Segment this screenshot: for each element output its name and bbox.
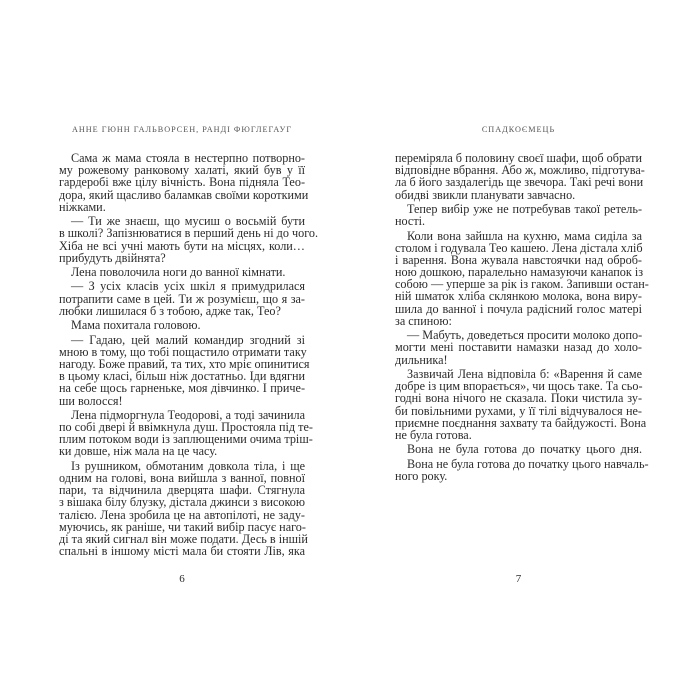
text-line: добре із цим впорається», чи щось таке. Та сьо-	[395, 379, 643, 394]
text-line: годні вона нічого не сказала. Поки чистила зу-	[395, 391, 642, 406]
text-line: шила до ванної і почула радісний голос матері	[395, 301, 642, 316]
text-line: талією. Лена зробила це на автопілоті, не заду-	[59, 507, 305, 522]
text-line: одним на голові, вона вийшла з ванної, повної	[59, 471, 305, 485]
text-line: пари, та відчинила дверцята шафи. Стягнула	[59, 483, 305, 498]
paragraph	[395, 443, 642, 455]
text-line: ді та який сигнал він може подати. Десь в іншій	[59, 531, 308, 546]
right-page	[350, 0, 700, 700]
paragraph	[59, 266, 305, 278]
text-line: на себе щось гарненьке, моя дівчинко. І приче-	[59, 381, 305, 396]
text-line: — Ти же знаєш, що мусиш о восьмій бути	[71, 214, 305, 229]
text-line: собою — уперше за рік із гаком. Запивши остан-	[395, 277, 649, 292]
page-number: 7	[515, 573, 522, 585]
text-line: обидві звикли планувати завчасно.	[395, 187, 576, 202]
text-line: дильника!	[395, 352, 448, 367]
text-line: би повільними рухами, у її тілі відчувалося не-	[395, 403, 642, 418]
text-line: спальні в іншому місті мала би стояти Лів, яка	[59, 544, 305, 559]
text-line: потрапити саме в цей. Ти ж розумієш, що я за-	[59, 291, 305, 306]
text-line: могти мені поставити намазки назад до холо-	[395, 340, 642, 355]
text-line: Мама похитала головою.	[71, 318, 201, 333]
text-line: нагоду. Боже правий, та тих, хто мріє опинитися	[59, 356, 310, 371]
text-line: переміряла б половину своєї шафи, щоб обрати	[395, 151, 642, 165]
running-header-title: СПАДКОЄМЕЦЬ	[481, 125, 556, 134]
text-line: приємне поєднання захвату та байдужості. Вона	[395, 415, 647, 430]
text-line: плим потоком води із заплющеними очима тріш-	[59, 432, 313, 447]
text-line: Сама ж мама стояла в нестерпно потворно-	[71, 151, 305, 165]
text-line: Коли вона зайшла на кухню, мама сиділа за	[407, 228, 642, 243]
paragraph	[395, 151, 645, 202]
paragraph	[59, 151, 309, 214]
paragraph	[59, 214, 319, 265]
text-line: ності.	[395, 214, 426, 229]
text-line: ній шматок хліба склянкою молока, вона виру-	[395, 289, 642, 304]
text-line: — Гадаю, цей малий командир згодний зі	[71, 332, 305, 347]
text-line: — З усіх класів усіх шкіл я примудрилася	[71, 279, 305, 294]
text-line: прибудуть двійнята?	[59, 250, 166, 265]
text-line: Лена поволочила ноги до ванної кімнати.	[71, 265, 286, 280]
text-line: Вона не була готова до початку цього дня.	[407, 442, 642, 457]
page-number: 6	[179, 573, 185, 585]
paragraph	[59, 280, 305, 317]
text-line: з вішака білу блузку, дістала джинси з високою	[59, 495, 305, 510]
text-line: ного року.	[395, 468, 448, 483]
text-line: муючись, як раніше, чи такий вибір пасує наго-	[59, 519, 306, 534]
paragraph	[59, 332, 310, 408]
text-line: Із рушником, обмотаним довкола тіла, і ще	[71, 458, 305, 473]
text-line: ніжками.	[59, 199, 106, 214]
text-line: ла б його заздалегідь ще звечора. Такі речі вони	[395, 175, 644, 190]
paragraph	[59, 407, 313, 459]
text-line: в цьому класі, більш ніж достатньо. Іди вдягни	[59, 369, 305, 384]
paragraph	[59, 458, 308, 559]
text-line: Хіба не всі учні мають бути на місцях, коли…	[59, 238, 305, 253]
text-line: Тепер вибір уже не потребував такої ретель-	[407, 201, 642, 216]
text-line: Вона не була готова до початку цього навчаль-	[407, 456, 649, 471]
paragraph	[395, 366, 647, 442]
text-line: за спиною:	[395, 313, 452, 328]
page-body	[59, 151, 319, 560]
paragraph	[395, 228, 649, 328]
text-line: му рожевому ранковому халаті, який був у її	[59, 163, 305, 178]
paragraph	[395, 456, 649, 483]
text-line: не була готова.	[395, 427, 472, 442]
text-line: Зазвичай Лена відповіла б: «Варення й саме	[407, 366, 642, 381]
text-line: і варення. Вона жувала навстоячки над оброб-	[395, 252, 642, 267]
text-line: відповідне вбрання. Або ж, можливо, підготува-	[395, 163, 645, 178]
text-line: по собі двері й ввімкнула душ. Простояла під те-	[59, 420, 313, 435]
text-line: в школі? Запізнюватися в перший день ні до чого.	[59, 226, 319, 241]
text-line: ною дошкою, паралельно намазуючи канапок із	[395, 265, 644, 280]
text-line: дора, який щасливо баламкав своїми короткими	[59, 187, 309, 202]
text-line: любки лишилася б з тобою, адже так, Тео?	[59, 303, 281, 318]
text-line: столом і годувала Тео кашею. Лена дістала хліб	[395, 240, 643, 255]
text-line: ки довше, ніж мала на це часу.	[59, 444, 218, 459]
paragraph	[395, 329, 642, 366]
paragraph	[59, 319, 305, 331]
text-line: Лена підморгнула Теодорові, а тоді зачинила	[71, 407, 305, 422]
running-header-authors: АННЕ ГЮНН ГАЛЬВОРСЕН, РАНДІ ФЮГЛЕГАУГ	[71, 125, 293, 134]
text-line: гардеробі вже цілу вічність. Вона підняла Тео-	[59, 175, 305, 190]
text-line: ши волосся!	[59, 393, 123, 408]
text-line: — Мабуть, доведеться просити молоко допо-	[407, 328, 643, 343]
text-line: мною в тому, що тобі пощастило отримати таку	[59, 344, 307, 359]
paragraph	[395, 203, 642, 227]
page-body	[395, 151, 649, 484]
